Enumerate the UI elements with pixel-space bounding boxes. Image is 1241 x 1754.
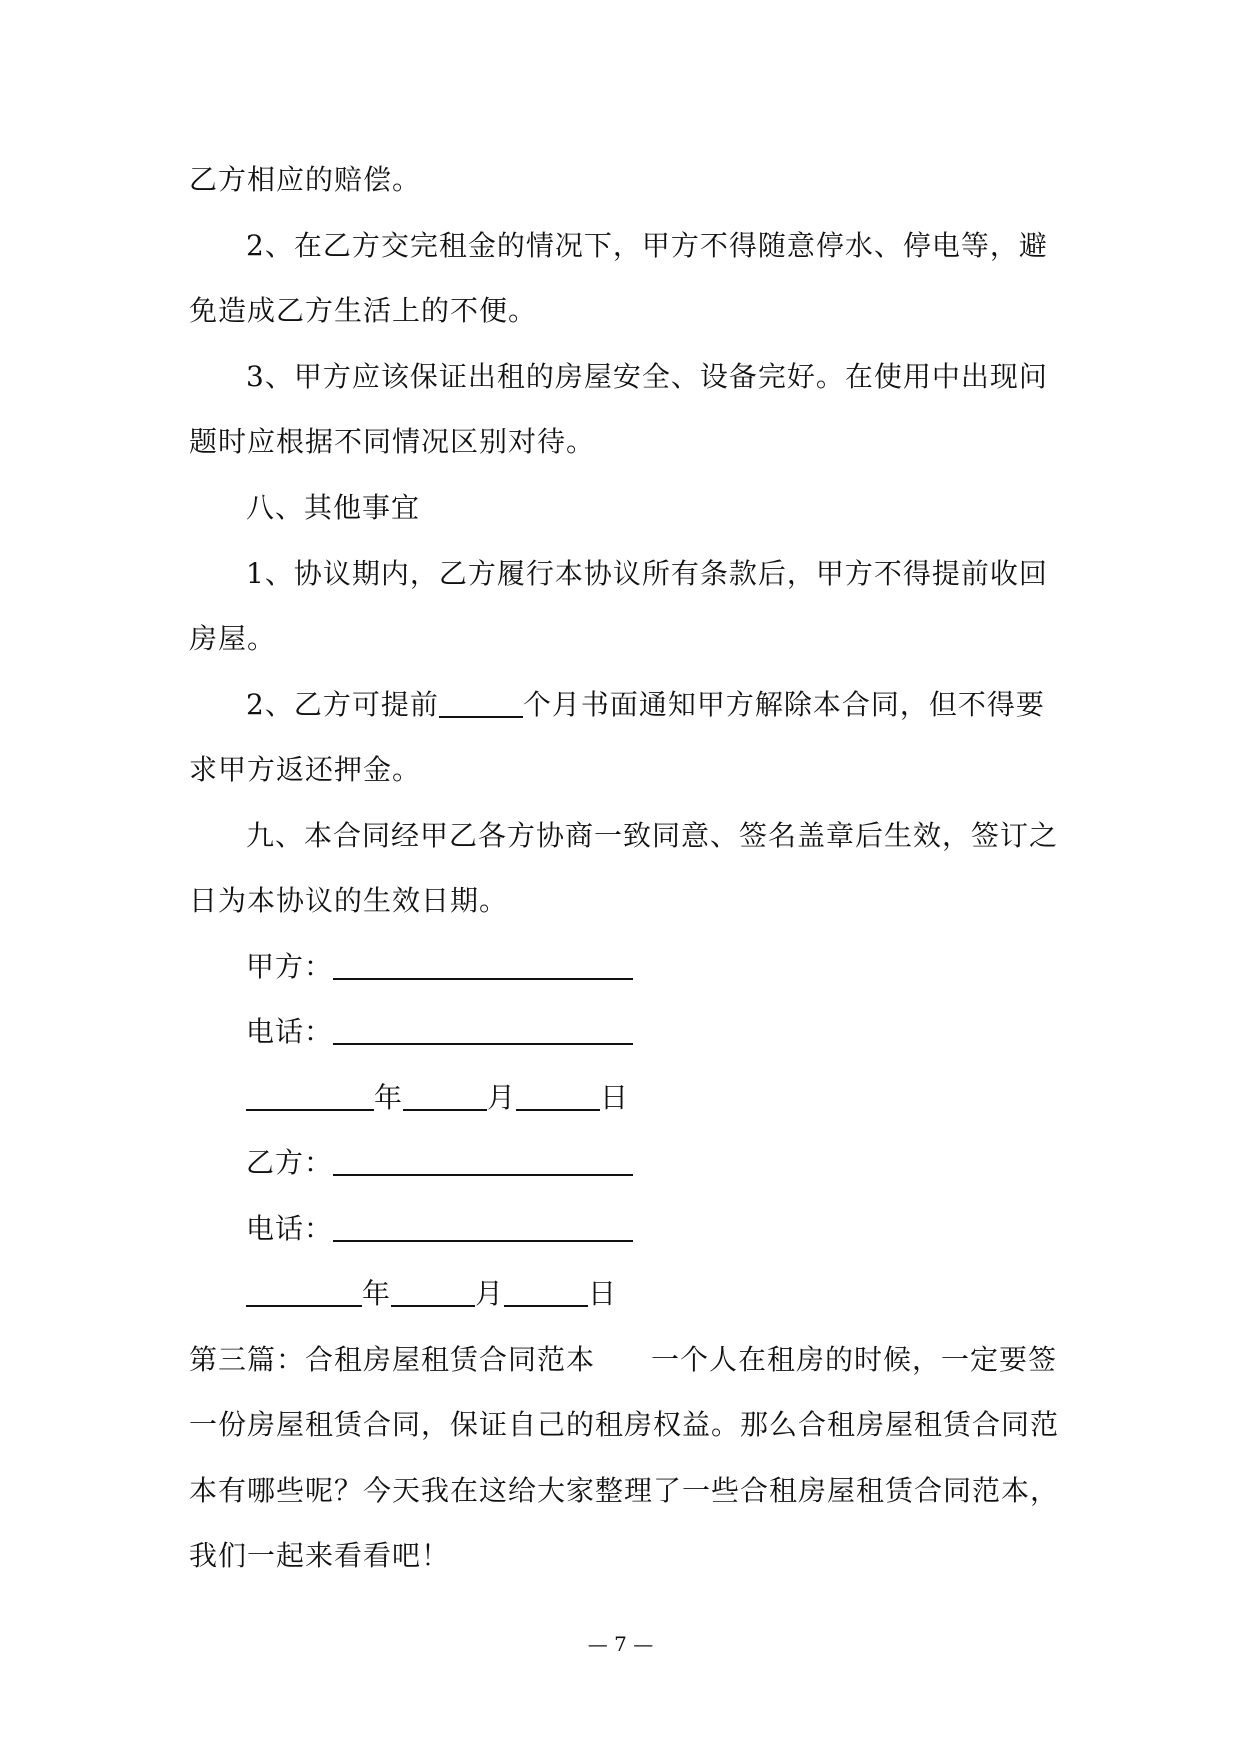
- paragraph-text: 个月书面通知甲方解除本合同，但不得要: [522, 688, 1045, 721]
- party-a-phone-row: [246, 1012, 633, 1052]
- party-b-signature-row: [246, 1143, 633, 1183]
- party-b-date-row: [246, 1274, 617, 1314]
- year-field[interactable]: [246, 1081, 374, 1111]
- day-label: 日: [588, 1277, 618, 1310]
- section-heading: 八、其他事宜: [246, 491, 421, 524]
- paragraph-line: 3、甲方应该保证出租的房屋安全、设备完好。在使用中出现问: [246, 360, 1048, 393]
- paragraph-line: 免造成乙方生活上的不便。: [189, 294, 538, 327]
- month-label: 月: [475, 1277, 505, 1310]
- day-field[interactable]: [516, 1081, 600, 1111]
- paragraph-text: 2、乙方可提前: [246, 688, 439, 721]
- party-a-label: 甲方：: [246, 950, 334, 983]
- day-field[interactable]: [504, 1277, 588, 1307]
- phone-a-label: 电话：: [246, 1015, 334, 1048]
- page-number: — 7 —: [587, 1632, 654, 1656]
- party-a-signature-row: [246, 947, 633, 987]
- paragraph-line: 房屋。: [189, 622, 277, 655]
- paragraph-line: 一份房屋租赁合同，保证自己的租房权益。那么合租房屋租赁合同范: [189, 1408, 1060, 1441]
- month-field[interactable]: [403, 1081, 487, 1111]
- paragraph-text: 一个人在租房的时候，一定要签: [651, 1343, 1058, 1376]
- paragraph-line: 本有哪些呢？今天我在这给大家整理了一些合租房屋租赁合同范本，: [189, 1474, 1060, 1507]
- year-field[interactable]: [246, 1277, 362, 1307]
- party-b-phone-field[interactable]: [333, 1212, 633, 1242]
- phone-b-label: 电话：: [246, 1212, 334, 1245]
- paragraph-line: 2、在乙方交完租金的情况下，甲方不得随意停水、停电等，避: [246, 229, 1048, 262]
- paragraph-line: 我们一起来看看吧！: [189, 1539, 451, 1572]
- day-label: 日: [600, 1081, 630, 1114]
- party-b-phone-row: [246, 1209, 633, 1249]
- party-b-signature-field[interactable]: [333, 1146, 633, 1176]
- paragraph-line: 求甲方返还押金。: [189, 753, 422, 786]
- paragraph-line: [246, 685, 1045, 725]
- paragraph-line: 日为本协议的生效日期。: [189, 884, 509, 917]
- paragraph-line: 乙方相应的赔偿。: [189, 163, 422, 196]
- year-label: 年: [374, 1081, 404, 1114]
- month-field[interactable]: [391, 1277, 475, 1307]
- party-a-signature-field[interactable]: [333, 950, 633, 980]
- paragraph-line: [189, 1340, 1057, 1380]
- party-b-label: 乙方：: [246, 1146, 334, 1179]
- month-label: 月: [487, 1081, 517, 1114]
- paragraph-line: 九、本合同经甲乙各方协商一致同意、签名盖章后生效，签订之: [246, 819, 1059, 852]
- party-a-phone-field[interactable]: [333, 1015, 633, 1045]
- blank-months-field[interactable]: [439, 688, 523, 718]
- paragraph-line: 1、协议期内，乙方履行本协议所有条款后，甲方不得提前收回: [246, 557, 1048, 590]
- paragraph-line: 题时应根据不同情况区别对待。: [189, 425, 596, 458]
- section-title: 第三篇：合租房屋租赁合同范本: [189, 1343, 596, 1376]
- party-a-date-row: [246, 1078, 629, 1118]
- year-label: 年: [362, 1277, 392, 1310]
